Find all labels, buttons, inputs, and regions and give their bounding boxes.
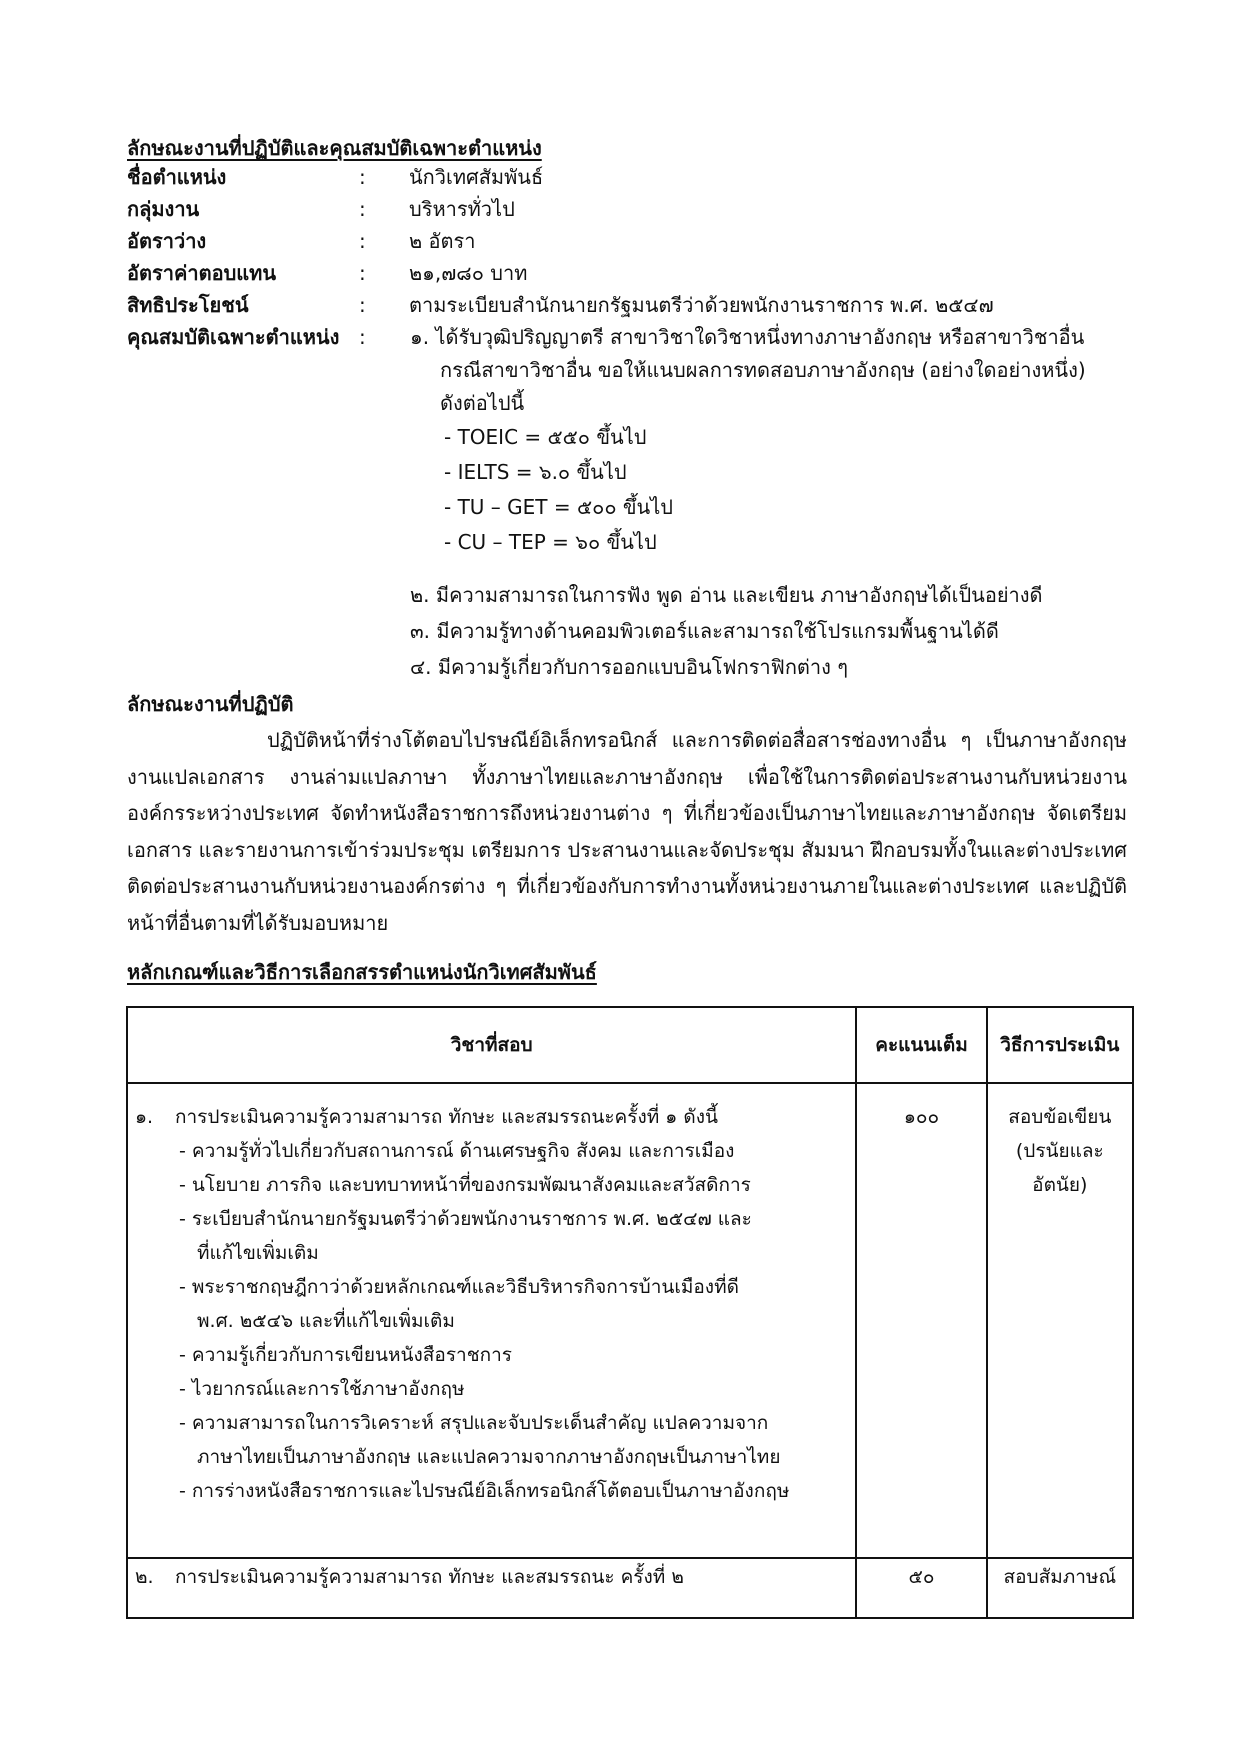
subject-item: - พระราชกฤษฎีกาว่าด้วยหลักเกณฑ์และวิธีบริหารกิจการบ้านเมืองที่ดี <box>179 1276 739 1298</box>
test-score-cu-tep: - CU – TEP = ๖๐ ขึ้นไป <box>444 530 657 554</box>
qualification-item-3: ๓. มีความรู้ทางด้านคอมพิวเตอร์และสามารถใช้โปรแกรมพื้นฐานได้ดี <box>410 619 999 643</box>
method-cell <box>987 1083 1133 1558</box>
subject-item: - ไวยากรณ์และการใช้ภาษาอังกฤษ <box>179 1378 465 1400</box>
subject-cell <box>127 1558 856 1618</box>
column-header-subject: วิชาที่สอบ <box>127 1007 856 1083</box>
field-row-position-name <box>127 160 1127 194</box>
field-row-work-group <box>127 192 1127 226</box>
field-colon: : <box>359 197 366 221</box>
subject-item: - การร่างหนังสือราชการและไปรษณีย์อิเล็กทรอนิกส์โต้ตอบเป็นภาษาอังกฤษ <box>179 1480 790 1502</box>
item-title: การประเมินความรู้ความสามารถ ทักษะ และสมรรถนะครั้งที่ ๑ ดังนี้ <box>175 1106 718 1128</box>
method-cell <box>987 1558 1133 1618</box>
score-cell <box>856 1083 986 1558</box>
field-label: อัตราว่าง <box>127 229 207 253</box>
full-score: ๑๐๐ <box>903 1106 940 1128</box>
field-label: อัตราค่าตอบแทน <box>127 261 277 285</box>
section-heading-position-details: ลักษณะงานที่ปฏิบัติและคุณสมบัติเฉพาะตำแหน่ง <box>127 136 542 160</box>
field-colon: : <box>359 261 366 285</box>
test-score-ielts: - IELTS = ๖.๐ ขึ้นไป <box>444 460 627 484</box>
field-colon: : <box>359 229 366 253</box>
table-row <box>127 1558 1133 1618</box>
table-row <box>127 1083 1133 1558</box>
subject-item-continued: ภาษาไทยเป็นภาษาอังกฤษ และแปลความจากภาษาอังกฤษเป็นภาษาไทย <box>197 1446 781 1468</box>
qualification-item-1-continued: ดังต่อไปนี้ <box>440 391 525 415</box>
duties-paragraph: ปฏิบัติหน้าที่ร่างโต้ตอบไปรษณีย์อิเล็กทรอนิกส์ และการติดต่อสื่อสารช่องทางอื่น ๆ เป็นภาษาอังกฤษ งานแปลเอกสาร งานล่ามแปลภาษา ทั้งภาษาไทยและภาษาอังกฤษ เพื่อใช้ในการติดต่อประสานงานกับหน่วยงาน องค์กรระหว่างประเทศ จัดทำหนังสือราชการถึงหน่วยงานต่าง ๆ ที่เกี่ยวข้องเป็นภาษาไทยและภาษาอังกฤษ จัดเตรียมเอกสาร และรายงานการเข้าร่วมประชุม เตรียมการ ประสานงานและจัดประชุม สัมมนา ฝึกอบรมทั้งในและต่างประเทศ ติดต่อประสานงานกับหน่วยงานองค์กรต่าง ๆ ที่เกี่ยวข้องกับการทำงานทั้งหน่วยงานภายในและต่างประเทศ และปฏิบัติหน้าที่อื่นตามที่ได้รับมอบหมาย <box>127 728 1127 935</box>
item-title: การประเมินความรู้ความสามารถ ทักษะ และสมรรถนะ ครั้งที่ ๒ <box>175 1566 684 1588</box>
subject-item: - ระเบียบสำนักนายกรัฐมนตรีว่าด้วยพนักงานราชการ พ.ศ. ๒๕๔๗ และ <box>179 1208 752 1230</box>
assessment-method-detail: (ปรนัยและอัตนัย) <box>1015 1140 1104 1196</box>
field-label: คุณสมบัติเฉพาะตำแหน่ง <box>127 325 340 349</box>
test-score-toeic: - TOEIC = ๕๕๐ ขึ้นไป <box>444 425 647 449</box>
subject-item-continued: ที่แก้ไขเพิ่มเติม <box>197 1242 319 1264</box>
qualification-item-2: ๒. มีความสามารถในการฟัง พูด อ่าน และเขียน ภาษาอังกฤษได้เป็นอย่างดี <box>410 583 1043 607</box>
field-value: ๒๑,๗๘๐ บาท <box>409 261 528 285</box>
field-row-benefits <box>127 288 1127 322</box>
assessment-method: สอบข้อเขียน <box>1008 1106 1112 1128</box>
subject-item: - นโยบาย ภารกิจ และบทบาทหน้าที่ของกรมพัฒนาสังคมและสวัสดิการ <box>179 1174 751 1196</box>
column-header-method: วิธีการประเมิน <box>987 1007 1133 1083</box>
duties-title: ลักษณะงานที่ปฏิบัติ <box>127 692 294 716</box>
score-cell <box>856 1558 986 1618</box>
field-colon: : <box>359 325 366 349</box>
qualification-item-1: ๑. ได้รับวุฒิปริญญาตรี สาขาวิชาใดวิชาหนึ่งทางภาษาอังกฤษ หรือสาขาวิชาอื่น <box>410 325 1085 349</box>
column-header-score: คะแนนเต็ม <box>856 1007 986 1083</box>
field-label: ชื่อตำแหน่ง <box>127 165 227 189</box>
field-value: บริหารทั่วไป <box>409 197 515 221</box>
qualification-item-4: ๔. มีความรู้เกี่ยวกับการออกแบบอินโฟกราฟิกต่าง ๆ <box>410 655 849 679</box>
subject-item: - ความรู้ทั่วไปเกี่ยวกับสถานการณ์ ด้านเศรษฐกิจ สังคม และการเมือง <box>179 1140 735 1162</box>
field-value: ตามระเบียบสำนักนายกรัฐมนตรีว่าด้วยพนักงานราชการ พ.ศ. ๒๕๔๗ <box>409 293 994 317</box>
assessment-title <box>129 1560 854 1594</box>
criteria-table <box>126 1006 1134 1619</box>
item-number: ๒. <box>135 1566 154 1588</box>
field-label: กลุ่มงาน <box>127 197 200 221</box>
field-value: ๒ อัตรา <box>409 229 476 253</box>
field-colon: : <box>359 165 366 189</box>
field-value: นักวิเทศสัมพันธ์ <box>409 165 544 189</box>
field-colon: : <box>359 293 366 317</box>
assessment-method: สอบสัมภาษณ์ <box>1003 1566 1117 1588</box>
field-label: สิทธิประโยชน์ <box>127 293 249 317</box>
test-score-tu-get: - TU – GET = ๕๐๐ ขึ้นไป <box>444 495 673 519</box>
subject-item: - ความสามารถในการวิเคราะห์ สรุปและจับประเด็นสำคัญ แปลความจาก <box>179 1412 769 1434</box>
subject-item-continued: พ.ศ. ๒๕๔๖ และที่แก้ไขเพิ่มเติม <box>197 1310 455 1332</box>
qualification-item-1-continued: กรณีสาขาวิชาอื่น ขอให้แนบผลการทดสอบภาษาอังกฤษ (อย่างใดอย่างหนึ่ง) <box>440 358 1086 382</box>
subject-item: - ความรู้เกี่ยวกับการเขียนหนังสือราชการ <box>179 1344 512 1366</box>
item-number: ๑. <box>135 1106 154 1128</box>
field-row-compensation <box>127 256 1127 290</box>
section-heading-criteria: หลักเกณฑ์และวิธีการเลือกสรรตำแหน่งนักวิเทศสัมพันธ์ <box>127 960 597 984</box>
full-score: ๕๐ <box>908 1566 935 1588</box>
subject-cell <box>127 1083 856 1558</box>
assessment-title <box>129 1100 854 1134</box>
field-row-vacancies <box>127 224 1127 258</box>
